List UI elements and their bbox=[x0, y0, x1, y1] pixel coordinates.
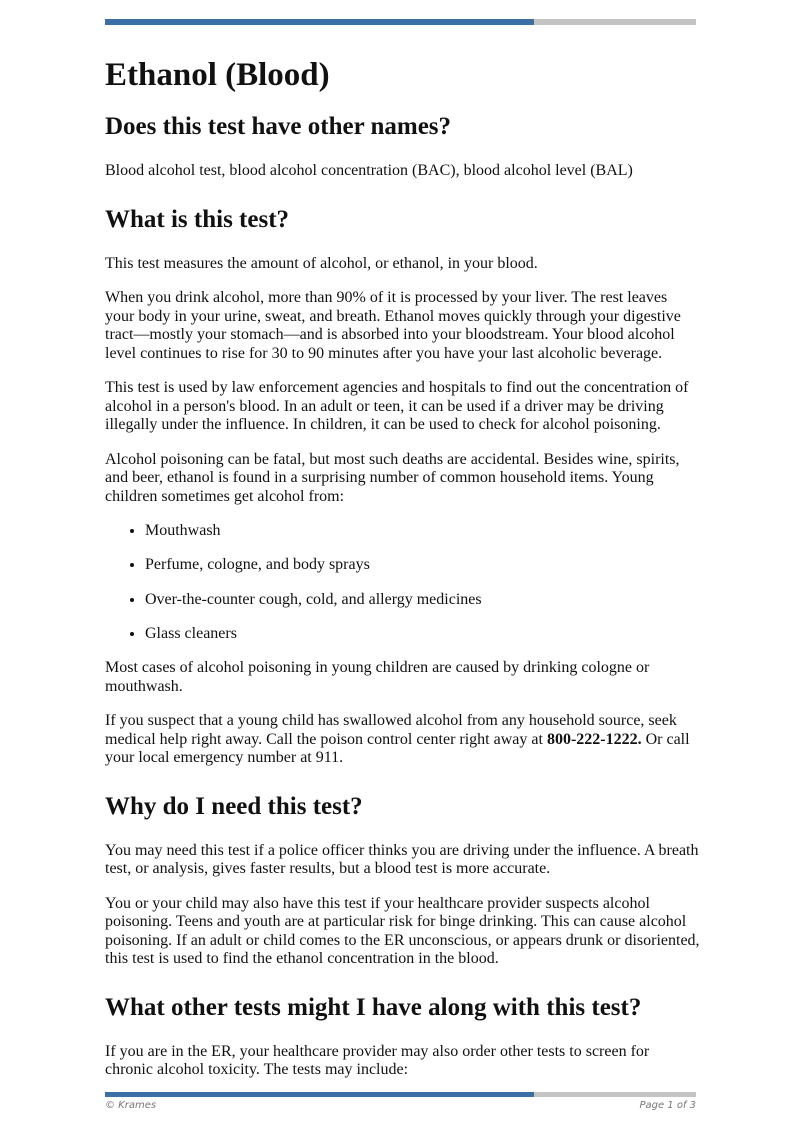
top-progress-bar bbox=[105, 19, 696, 25]
top-progress-fill bbox=[105, 19, 534, 25]
paragraph: Most cases of alcohol poisoning in young children are caused by drinking cologne or mouthwash. bbox=[105, 659, 650, 695]
paragraph-text: If you suspect that a young child has swallowed alcohol from any household source, seek medical help right away. Call the poison control center right away at bbox=[105, 712, 677, 748]
paragraph: You may need this test if a police officer thinks you are driving under the influence. A breath test, or analysis, gives faster results, but a blood test is more accurate. bbox=[105, 841, 699, 878]
document-body bbox=[105, 55, 700, 1096]
paragraph bbox=[105, 712, 700, 768]
page-title: Ethanol (Blood) bbox=[105, 57, 330, 93]
paragraph: You or your child may also have this test if your healthcare provider suspects alcohol poisoning. Teens and youth are at particular risk for binge drinking. This can cause alcohol poisoning. If an adult or child comes to the ER unconscious, or appears drunk or disoriented, this test is used to find the ethanol concentration in the blood. bbox=[105, 894, 700, 968]
paragraph: If you are in the ER, your healthcare provider may also order other tests to screen for chronic alcohol toxicity. The tests may include: bbox=[105, 1042, 650, 1079]
list-item: • Over-the-counter cough, cold, and allergy medicines bbox=[145, 591, 700, 610]
section-heading-why-need: Why do I need this test? bbox=[105, 792, 363, 820]
paragraph: Blood alcohol test, blood alcohol concentration (BAC), blood alcohol level (BAL) bbox=[105, 162, 633, 179]
section-heading-other-names: Does this test have other names? bbox=[105, 113, 452, 140]
paragraph: Alcohol poisoning can be fatal, but most such deaths are accidental. Besides wine, spirits, and beer, ethanol is found in a surprising number of common household items. Young children sometimes get alcohol from: bbox=[105, 450, 680, 505]
paragraph: This test measures the amount of alcohol, or ethanol, in your blood. bbox=[105, 254, 538, 272]
section-heading-other-tests: What other tests might I have along with this test? bbox=[105, 993, 642, 1021]
list-item: • Perfume, cologne, and body sprays bbox=[145, 556, 700, 575]
paragraph: When you drink alcohol, more than 90% of it is processed by your liver. The rest leaves your body in your urine, sweat, and breath. Ethanol moves quickly through your digestive tract—mostly your stomach—and is absorbed into your bloodstream. Your blood alcohol level continues to rise for 30 to 90 minutes after you have your last alcoholic beverage. bbox=[105, 289, 681, 362]
poison-control-phone: 800-222-1222. bbox=[546, 730, 642, 748]
paragraph-text: Or call your local emergency number at 911. bbox=[105, 730, 690, 767]
bottom-progress-fill bbox=[105, 1092, 534, 1097]
paragraph: This test is used by law enforcement agencies and hospitals to find out the concentration of alcohol in a person's blood. In an adult or teen, it can be used if a driver may be driving illegally under the influence. In children, it can be used to check for alcohol poisoning. bbox=[105, 379, 689, 433]
household-items-list bbox=[105, 522, 700, 643]
list-item: • Mouthwash bbox=[145, 522, 700, 541]
list-item: • Glass cleaners bbox=[145, 625, 700, 644]
section-heading-what-is: What is this test? bbox=[105, 205, 290, 233]
page-number: Page 1 of 3 bbox=[639, 1100, 696, 1111]
copyright-text: © Krames bbox=[105, 1100, 157, 1111]
bottom-progress-bar bbox=[105, 1092, 696, 1097]
